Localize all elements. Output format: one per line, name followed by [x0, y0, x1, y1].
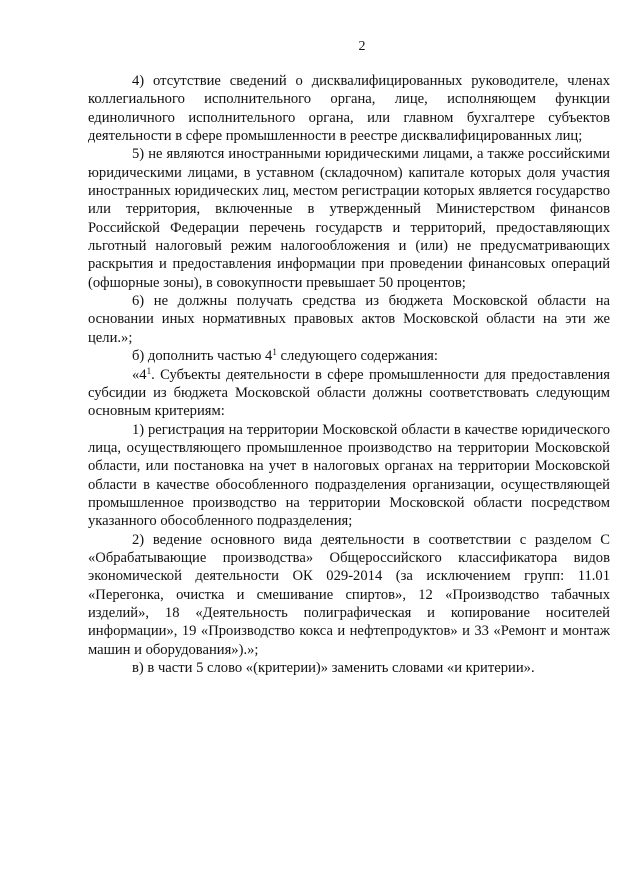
paragraph-amendment-v: в) в части 5 слово «(критерии)» заменить словами «и критерии».	[132, 660, 535, 676]
part-4-1-text: . Субъекты деятельности в сфере промышленности для предоставления субсидии из бюджета Московской области должны соответствовать следующим основным критериям:	[88, 366, 610, 420]
criterion-2: 2) ведение основного вида деятельности в соответствии с разделом C «Обрабатывающие производства» Общероссийского классификатора видов экономической деятельности ОК 029-2014 (за исключением групп: 11.01 «Перегонка, очистка и смешивание спиртов», 12 «Производство табачных изделий», 18 «Деятельность полиграфическая и копирование носителей информации», 19 «Производство кокса и нефтепродуктов» и 33 «Ремонт и монтаж машин и оборудования»).»;	[88, 531, 610, 658]
amendment-b-text-end: следующего содержания:	[276, 348, 438, 365]
part-4-1-number: «4	[132, 366, 147, 383]
paragraph-item-6: 6) не должны получать средства из бюджета Московской области на основании иных нормативных правовых актов Московской области на эти же цели.»;	[88, 293, 610, 346]
page-number: 2	[358, 39, 366, 54]
paragraph-item-4: 4) отсутствие сведений о дисквалифицированных руководителе, членах коллегиального исполнительного органа, лице, исполняющем функции единоличного исполнительного органа, или главном бухгалтере субъектов деятельности в сфере промышленности в реестре дисквалифицированных лиц;	[88, 73, 610, 145]
amendment-b-text: б) дополнить частью 4	[132, 348, 273, 365]
criterion-1: 1) регистрация на территории Московской области в качестве юридического лица, осуществляющего промышленное производство на территории Московской области, или постановка на учет в налоговых органах на территории Московской области в качестве обособленного подразделения организации, осуществляющей промышленное производство на территории Московской области посредством указанного обособленного подразделения;	[88, 421, 610, 530]
superscript: 1	[272, 347, 277, 358]
document-body	[88, 72, 610, 677]
paragraph-amendment-b	[88, 347, 610, 365]
superscript: 1	[146, 365, 152, 376]
paragraph-part-4-1	[88, 366, 610, 421]
paragraph-item-5: 5) не являются иностранными юридическими лицами, а также российскими юридическими лицами, в уставном (складочном) капитале которых доля участия иностранных юридических лиц, местом регистрации которых является государство или территория, включенные в утвержденный Министерством финансов Российской Федерации перечень государств и территорий, предоставляющих льготный налоговый режим налогообложения и (или) не предусматривающих раскрытия и предоставления информации при проведении финансовых операций (офшорные зоны), в совокупности превышает 50 процентов;	[88, 146, 610, 291]
